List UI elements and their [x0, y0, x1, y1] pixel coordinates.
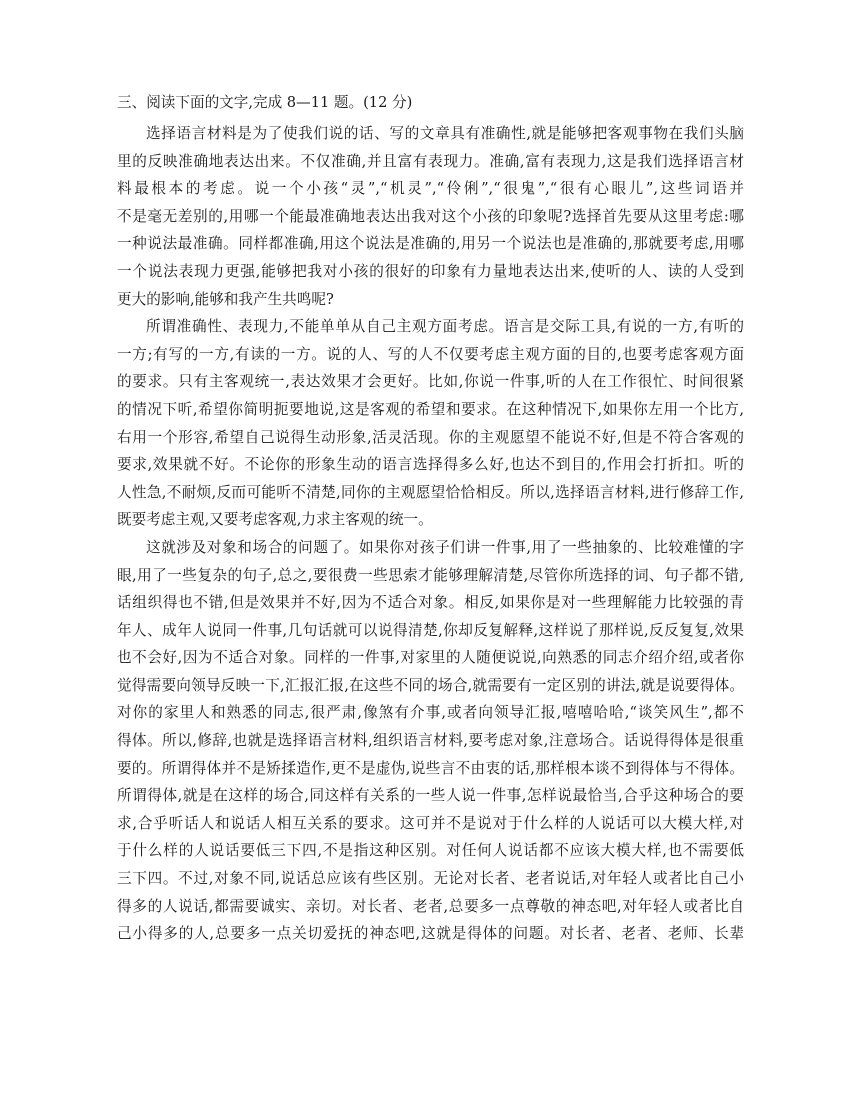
paragraph-3 [117, 534, 744, 948]
text-line: 话组织得也不错,但是效果并不好,因为不适合对象。相反,如果你是对一些理解能力比较强的青 [117, 594, 744, 612]
text-line: 所谓准确性、表现力,不能单单从自己主观方面考虑。语言是交际工具,有说的一方,有听的 [146, 318, 744, 336]
document-page [117, 90, 744, 948]
text-line: 里的反映准确地表达出来。不仅准确,并且富有表现力。准确,富有表现力,这是我们选择语言材 [117, 152, 744, 170]
text-line: 这就涉及对象和场合的问题了。如果你对孩子们讲一件事,用了一些抽象的、比较难懂的字 [146, 538, 744, 556]
text-line: 右用一个形容,希望自己说得生动形象,活灵活现。你的主观愿望不能说不好,但是不符合客观的 [117, 428, 744, 446]
text-line: 眼,用了一些复杂的句子,总之,要很费一些思索才能够理解清楚,尽管你所选择的词、句子都不错, [117, 566, 744, 584]
text-line: 的要求。只有主客观统一,表达效果才会更好。比如,你说一件事,听的人在工作很忙、时间很紧 [117, 373, 744, 391]
text-line: 一个说法表现力更强,能够把我对小孩的很好的印象有力量地表达出来,使听的人、读的人受到 [117, 262, 744, 280]
text-line: 选择语言材料是为了使我们说的话、写的文章具有准确性,就是能够把客观事物在我们头脑 [146, 125, 744, 142]
text-line: 于什么样的人说话要低三下四,不是指这种区别。对任何人说话都不应该大模大样,也不需要低 [117, 842, 744, 860]
text-line: 三下四。不过,对象不同,说话总应该有些区别。无论对长者、老者说话,对年轻人或者比自己小 [117, 870, 744, 888]
text-line: 觉得需要向领导反映一下,汇报汇报,在这些不同的场合,就需要有一定区别的讲法,就是说要得体。 [117, 676, 744, 694]
text-line: 得体。所以,修辞,也就是选择语言材料,组织语言材料,要考虑对象,注意场合。话说得得体是很重 [117, 732, 744, 750]
text-line: 一种说法最准确。同样都准确,用这个说法是准确的,用另一个说法也是准确的,那就要考虑,用哪 [117, 235, 744, 253]
text-line: 年人、成年人说同一件事,几句话就可以说得清楚,你却反复解释,这样说了那样说,反反复复,效果 [117, 621, 744, 639]
text-line: 一方;有写的一方,有读的一方。说的人、写的人不仅要考虑主观方面的目的,也要考虑客观方面 [117, 345, 744, 363]
text-line: 更大的影响,能够和我产生共鸣呢? [117, 290, 334, 308]
text-line: 人性急,不耐烦,反而可能听不清楚,同你的主观愿望恰恰相反。所以,选择语言材料,进行修辞工作, [117, 483, 744, 501]
text-line: 既要考虑主观,又要考虑客观,力求主客观的统一。 [117, 511, 433, 529]
section-heading: 三、阅读下面的文字,完成 8—11 题。(12 分) [117, 94, 413, 111]
text-line: 对你的家里人和熟悉的同志,很严肃,像煞有介事,或者向领导汇报,嘻嘻哈哈,“谈笑风生”,都不 [117, 704, 744, 722]
text-line: 要的。所谓得体并不是矫揉造作,更不是虚伪,说些言不由衷的话,那样根本谈不到得体与不得体。 [117, 759, 744, 777]
text-line: 也不会好,因为不适合对象。同样的一件事,对家里的人随便说说,向熟悉的同志介绍介绍,或者你 [117, 649, 744, 667]
text-line: 的情况下听,希望你简明扼要地说,这是客观的希望和要求。在这种情况下,如果你左用一个比方, [117, 400, 744, 418]
text-line: 求,合乎听话人和说话人相互关系的要求。这可并不是说对于什么样的人说话可以大模大样,对 [117, 814, 744, 832]
text-line: 所谓得体,就是在这样的场合,同这样有关系的一些人说一件事,怎样说最恰当,合乎这种场合的要 [117, 787, 744, 805]
text-line: 己小得多的人,总要多一点关切爱抚的神态吧,这就是得体的问题。对长者、老者、老师、长辈 [117, 925, 744, 943]
paragraph-2 [117, 313, 744, 534]
text-line: 得多的人说话,都需要诚实、亲切。对长者、老者,总要多一点尊敬的神态吧,对年轻人或者比自 [117, 897, 744, 915]
text-line: 要求,效果就不好。不论你的形象生动的语言选择得多么好,也达不到目的,作用会打折扣。听的 [117, 456, 744, 474]
paragraph-1 [117, 120, 744, 313]
text-line: 不是毫无差别的,用哪一个能最准确地表达出我对这个小孩的印象呢?选择首先要从这里考虑:哪 [117, 207, 744, 225]
text-line: 料最根本的考虑。说一个小孩“灵”,“机灵”,“伶俐”,“很鬼”,“很有心眼儿”,这些词语并 [117, 180, 744, 198]
